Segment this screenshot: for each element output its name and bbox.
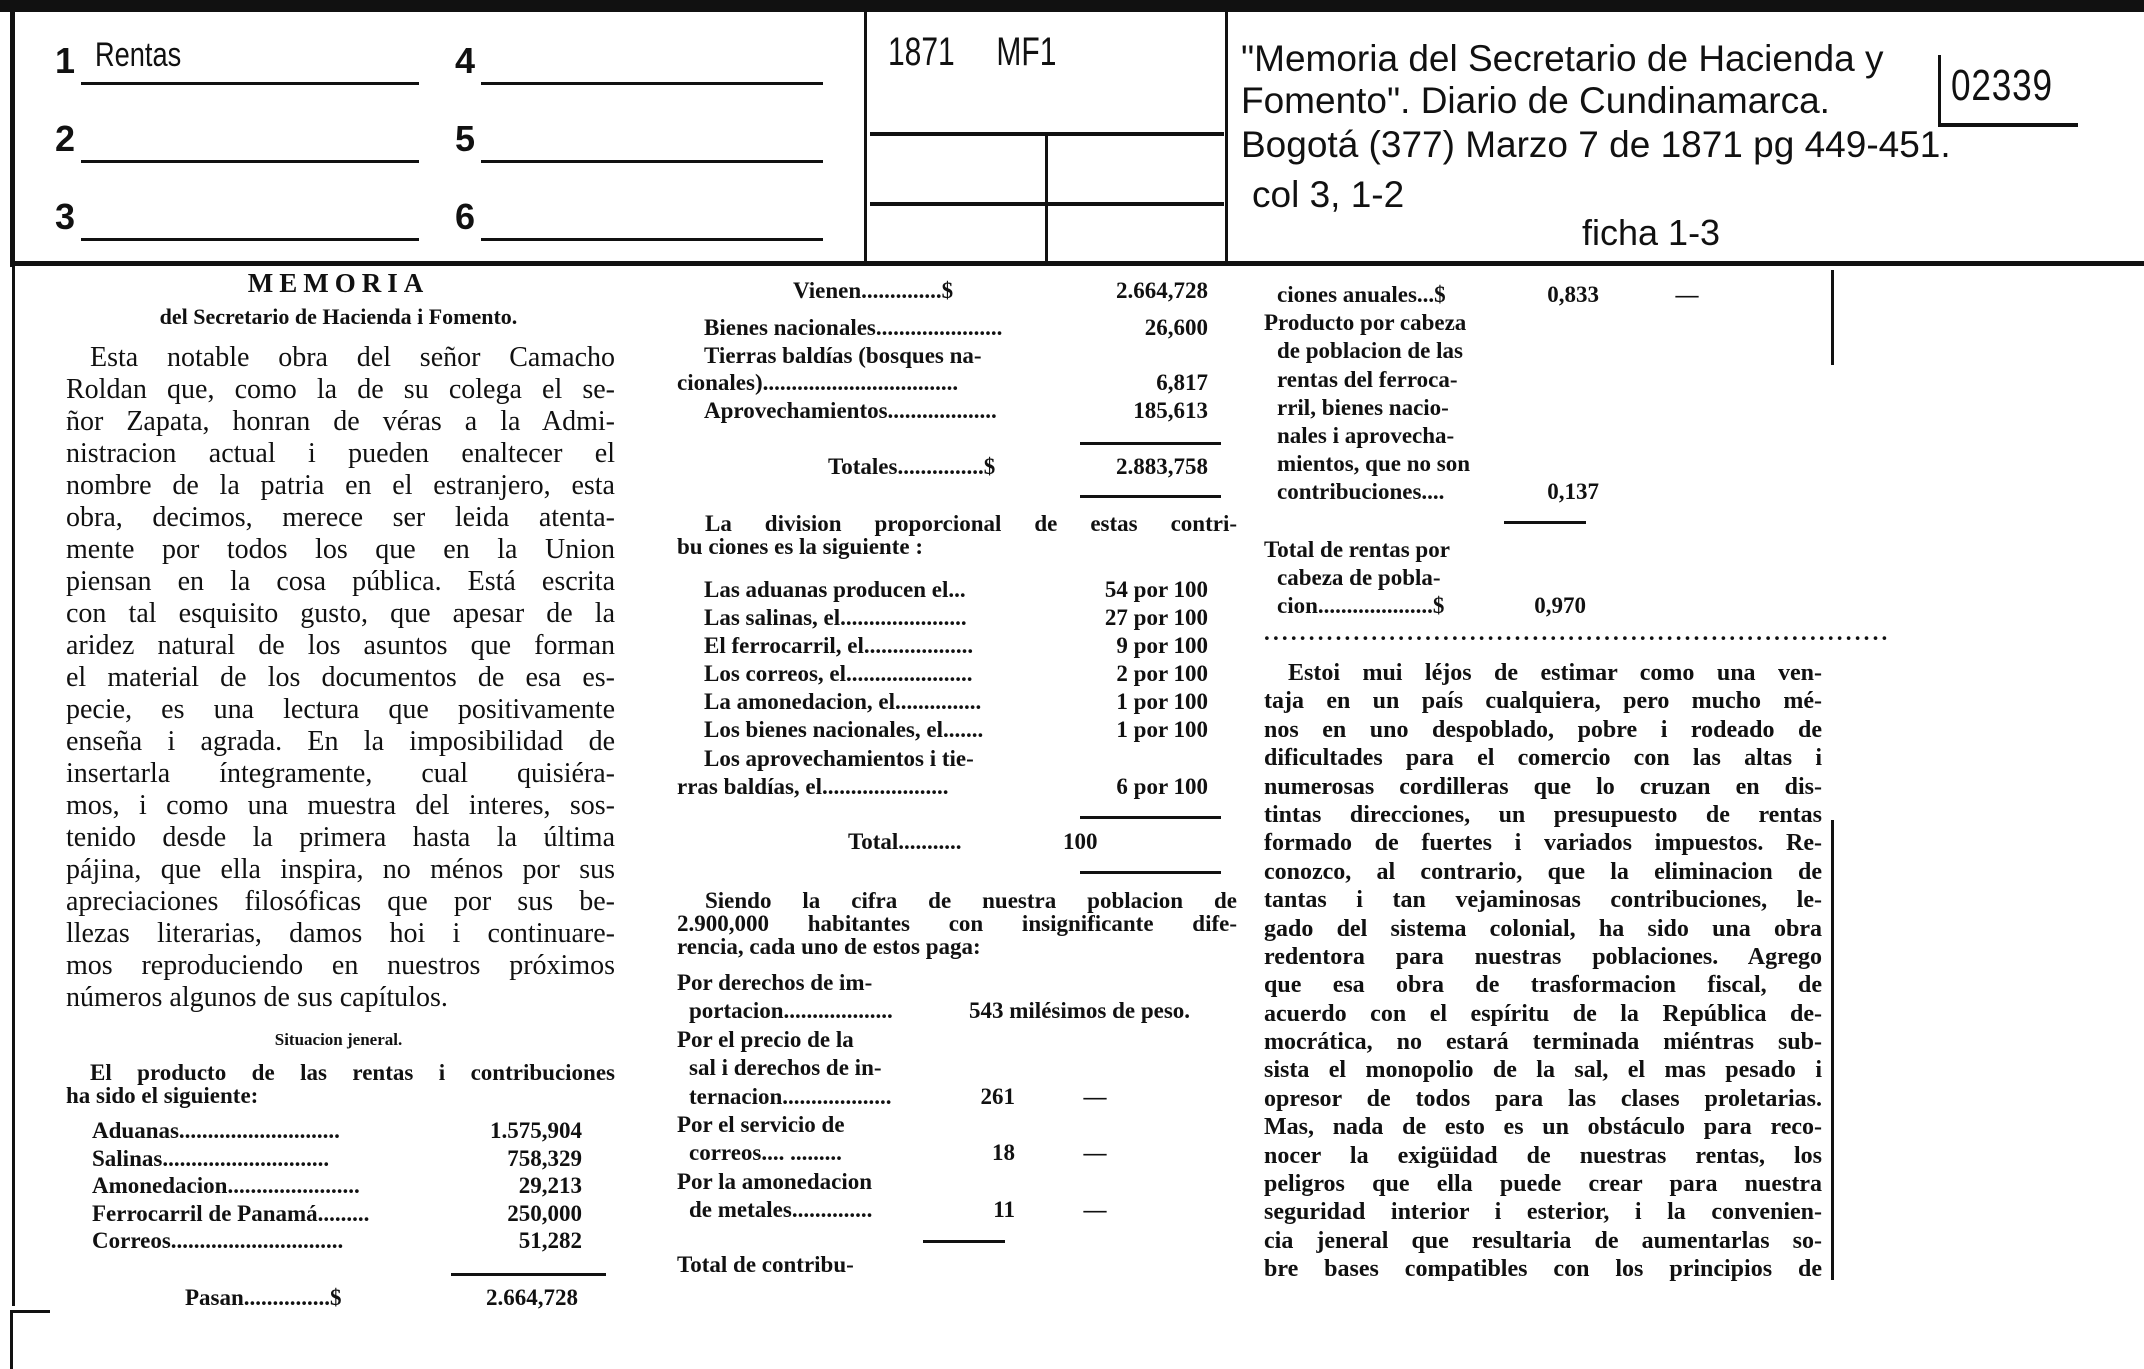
text-line: nombre de la patria en el estranjero, esta [66, 470, 615, 501]
table-row [1264, 281, 1724, 309]
row-label: portacion................... [689, 998, 893, 1024]
totals-rule-top [1080, 442, 1221, 445]
field-number: 4 [455, 40, 476, 81]
row-label: de metales.............. [689, 1197, 873, 1223]
text-line: nos en uno despoblado, pobre i rodeado de [1264, 716, 1822, 743]
header-divider-2 [1225, 10, 1228, 265]
row-label: mientos, que no son [1277, 451, 1470, 477]
table-row [677, 397, 1208, 425]
dotted-separator: ...................................................................... [1264, 620, 1891, 645]
text-line: tenido desde la primera hasta la última [66, 822, 615, 853]
record-number: 02339 [1951, 61, 2053, 110]
row-value: 18 [992, 1140, 1015, 1166]
table-row [677, 1139, 1237, 1167]
citation-line: Fomento". Diario de Cundinamarca. [1241, 80, 1830, 121]
row-dash [1657, 478, 1717, 506]
row-value [1517, 422, 1599, 450]
text-line: mos, i como una muestra del interes, sos- [66, 790, 615, 821]
table-row [848, 828, 1148, 856]
text-line: tantas i tan vejaminosas contribuciones, le- [1264, 887, 1822, 914]
field-number: 5 [455, 118, 476, 159]
row-label: Aprovechamientos................... [704, 397, 997, 423]
row-value: 11 [993, 1197, 1015, 1223]
row-label: La amonedacion, el............... [704, 689, 982, 715]
field-underline [81, 238, 419, 241]
header-divider-1 [864, 10, 867, 265]
table-row [1264, 309, 1724, 337]
row-dash [1657, 394, 1717, 422]
division-rule-top [1080, 816, 1221, 819]
record-number-box [1938, 55, 2078, 127]
sum-rule [451, 1273, 606, 1276]
revenue-intro [66, 1059, 615, 1109]
row-value: 0,970 [1534, 593, 1586, 618]
header-bottom-border [10, 261, 2144, 266]
row-value [957, 1026, 1003, 1054]
table-row [677, 1168, 1237, 1196]
revenue-table [92, 1117, 582, 1255]
row-label: Bienes nacionales...................... [704, 315, 1003, 340]
row-value: 261 [980, 1083, 1015, 1109]
field-number: 3 [55, 196, 76, 237]
row-value: 2.664,728 [486, 1285, 578, 1310]
row-label: Las aduanas producen el... [704, 577, 966, 602]
total-per-capita [1264, 536, 1586, 620]
row-label: ternacion................... [689, 1083, 892, 1109]
row-label: Los correos, el...................... [704, 661, 973, 687]
bottom-left-bracket-v [10, 1310, 13, 1369]
table-row [92, 1172, 582, 1200]
text-line: nistracion actual i pueden enaltecer el [66, 438, 615, 469]
table-row [677, 773, 1208, 801]
field-underline [81, 82, 419, 85]
text-line: opresor de todos para las clases proletarias. [1264, 1085, 1822, 1112]
row-value: 29,213 [518, 1173, 582, 1198]
row-dash [1053, 969, 1113, 997]
row-value: 758,329 [507, 1145, 582, 1171]
row-label: correos.... ......... [689, 1140, 842, 1166]
top-border [0, 0, 2144, 12]
row-dash [1657, 366, 1717, 394]
table-row [1264, 337, 1724, 365]
text-line: el material de los documentos de esa es- [66, 662, 615, 693]
row-dash [1644, 309, 1704, 337]
row-label: Aduanas............................ [92, 1118, 340, 1143]
citation-line: col 3, 1-2 [1252, 174, 1405, 215]
table-row [677, 688, 1208, 716]
text-line: números algunos de sus capítulos. [66, 982, 448, 1013]
row-value: 2.883,758 [1116, 454, 1208, 479]
text-line: llezas literarias, damos hoi i continuare- [66, 918, 615, 949]
table-row [793, 277, 1208, 305]
table-row [185, 1284, 578, 1312]
brought-row [793, 277, 1208, 305]
row-value: 51,282 [518, 1228, 582, 1253]
table-row [677, 1111, 1237, 1139]
table-row [677, 576, 1208, 604]
text-line: tintas direcciones, un presupuesto de rentas [1264, 801, 1822, 828]
row-dash: — [1083, 1197, 1107, 1223]
table-row [677, 1196, 1237, 1224]
table-row [1264, 450, 1724, 478]
row-value: 543 milésimos de peso. [969, 998, 1191, 1024]
per-capita-table [677, 969, 1237, 1225]
row-value: 185,613 [1133, 397, 1208, 423]
section-heading: Situacion jeneral. [274, 1030, 403, 1049]
per-capita-continued [1264, 281, 1724, 507]
row-label: rril, bienes nacio- [1277, 394, 1449, 420]
table-row [1264, 478, 1724, 506]
row-label: contribuciones.... [1277, 479, 1445, 505]
table-row [677, 314, 1208, 342]
table-row [677, 1054, 1237, 1082]
right-margin-rule-top [1831, 270, 1834, 365]
row-label: Por el servicio de [677, 1112, 845, 1138]
row-label: rras baldías, el...................... [677, 773, 949, 799]
totals-row [828, 453, 1208, 481]
table-row [1264, 394, 1724, 422]
row-label: rentas del ferroca- [1277, 366, 1458, 392]
row-label: ciones anuales...$ [1277, 282, 1446, 307]
text-line: enseña i agrada. En la imposibilidad de [66, 726, 615, 757]
table-row [677, 716, 1208, 744]
row-dash: — [1675, 282, 1699, 307]
row-value: 1 por 100 [1116, 689, 1208, 715]
row-value: 6,817 [1156, 370, 1208, 395]
text-line: con tal esquisito gusto, que apesar de la [66, 598, 615, 629]
field-number: 2 [55, 118, 76, 159]
division-intro [677, 509, 1237, 561]
table-row [677, 342, 1208, 370]
text-line: taja en un país cualquiera, pero mucho mé- [1264, 688, 1822, 715]
text-line: ñor Zapata, honran de véras a la Admi- [66, 406, 615, 437]
table-row [677, 969, 1237, 997]
left-border [10, 0, 15, 267]
row-label: Producto por cabeza [1264, 310, 1467, 336]
division-rule-bottom [1080, 871, 1221, 874]
table-row [1264, 366, 1724, 394]
table-row [677, 1026, 1237, 1054]
text-line: sista el monopolio de la sal, el mas pesado i [1264, 1057, 1822, 1084]
text-line: formado de fuertes i variados impuestos. Re- [1264, 830, 1822, 857]
text-line: Esta notable obra del señor Camacho [90, 342, 615, 373]
catalog-code: 1871 MF1 [888, 30, 1057, 74]
row-value [969, 1054, 1015, 1082]
table-row [1264, 422, 1724, 450]
row-label: Tierras baldías (bosques na- [704, 342, 982, 368]
row-label: Salinas............................. [92, 1145, 330, 1171]
text-line: mocrática, no estará terminada miéntras sub- [1264, 1029, 1822, 1056]
row-label: Amonedacion....................... [92, 1173, 360, 1198]
row-value [1517, 337, 1599, 365]
text-line: El producto de las rentas i contribuciones [90, 1060, 615, 1085]
bottom-left-bracket [10, 1310, 50, 1313]
text-line: dificultades para el comercio con las altas i [1264, 745, 1822, 772]
row-value: 1.575,904 [490, 1118, 582, 1143]
row-value [1517, 394, 1599, 422]
row-value: 9 por 100 [1116, 633, 1208, 659]
code-box-vline [1045, 136, 1048, 262]
text-line: numerosas cordilleras que lo cruzan en dis- [1264, 773, 1822, 800]
row-value: 27 por 100 [1104, 605, 1208, 631]
row-value [957, 1111, 1003, 1139]
row-value: 2.664,728 [1116, 278, 1208, 303]
text-line: redentora para nuestras poblaciones. Agrego [1264, 943, 1822, 970]
row-label: Los bienes nacionales, el....... [704, 717, 984, 743]
table-row [92, 1200, 582, 1228]
text-line: cia jeneral que resultaria de aumentarlas so- [1264, 1227, 1822, 1254]
population-intro [677, 887, 1237, 960]
text-line: insertarla íntegramente, cual quisiéra- [66, 758, 615, 789]
row-value [1517, 366, 1599, 394]
table-row [828, 453, 1208, 481]
row-label: Ferrocarril de Panamá......... [92, 1200, 370, 1226]
row-label: Totales...............$ [828, 454, 996, 479]
text-line: bu ciones es la siguiente : [677, 534, 923, 559]
row-value: 6 por 100 [1116, 773, 1208, 799]
row-dash [1053, 1168, 1113, 1196]
text-line: gado del sistema colonial, ha sido una obra [1264, 915, 1822, 942]
table-row [1264, 536, 1586, 564]
row-label: sal i derechos de in- [689, 1055, 882, 1081]
text-line: La division proporcional de estas contri- [705, 511, 1237, 536]
row-label: Pasan...............$ [185, 1285, 342, 1310]
row-label: Vienen..............$ [793, 278, 954, 303]
row-label: cion....................$ [1277, 593, 1445, 618]
row-label: Total........... [848, 829, 962, 854]
per-capita-total-rule [1504, 521, 1586, 524]
row-label: Por la amonedacion [677, 1168, 873, 1194]
text-line: conozco, al contrario, que la eliminacion de [1264, 858, 1822, 885]
code-box-line-2 [870, 202, 1224, 206]
row-value [1504, 309, 1586, 337]
field-underline [481, 238, 823, 241]
text-line: que esa obra de trasformacion fiscal, de [1264, 972, 1822, 999]
intro-paragraph [66, 342, 615, 1014]
row-value: 2 por 100 [1116, 661, 1208, 687]
text-line: 2.900,000 habitantes con insignificante dife- [677, 911, 1237, 936]
revenue-table-continued [677, 314, 1208, 424]
right-margin-rule-bottom [1831, 820, 1834, 1280]
row-value [1517, 450, 1599, 478]
text-line: rencia, cada uno de estos paga: [677, 934, 981, 959]
row-label: de poblacion de las [1277, 338, 1463, 364]
carry-row [185, 1284, 578, 1312]
text-line: ha sido el siguiente: [66, 1083, 259, 1108]
text-line: Mas, nada de esto es un obstáculo para reco- [1264, 1114, 1822, 1141]
citation-line: Bogotá (377) Marzo 7 de 1871 pg 449-451. [1241, 124, 1951, 165]
field-number: 1 [55, 40, 76, 81]
article-title: MEMORIA [247, 268, 430, 298]
row-value: 54 por 100 [1104, 577, 1208, 602]
row-value: 100 [1063, 829, 1098, 854]
row-label: Total de rentas por [1264, 537, 1450, 562]
text-line: peligros que ella puede crear para nuestra [1264, 1171, 1822, 1198]
row-value: 0,137 [1547, 479, 1599, 505]
citation-line: "Memoria del Secretario de Hacienda y [1241, 38, 1884, 79]
row-dash: — [1083, 1140, 1107, 1166]
row-dash [1053, 1026, 1113, 1054]
row-label: nales i aprovecha- [1277, 423, 1455, 449]
text-line: mos reproduciendo en nuestros próximos [66, 950, 615, 981]
field-value: Rentas [95, 36, 182, 74]
row-dash [1657, 450, 1717, 478]
table-row [677, 1083, 1237, 1111]
text-line: bre bases compatibles con los principios de [1264, 1256, 1822, 1283]
per-capita-tail: Total de contribu- [677, 1252, 854, 1277]
text-line: obra, decimos, merece ser leida atenta- [66, 502, 615, 533]
division-table [677, 576, 1208, 801]
table-row [677, 660, 1208, 688]
row-label: Los aprovechamientos i tie- [704, 745, 974, 771]
table-row [677, 369, 1208, 397]
row-label: cionales).................................. [677, 370, 959, 395]
field-number: 6 [455, 196, 476, 237]
table-row [92, 1117, 582, 1145]
row-dash [1657, 422, 1717, 450]
text-line: pájina, que ella inspira, no ménos por sus [66, 854, 615, 885]
row-value: 250,000 [507, 1200, 582, 1226]
text-line: apreciaciones filosóficas que por sus be- [66, 886, 615, 917]
row-dash [1065, 1054, 1125, 1082]
field-underline [481, 82, 823, 85]
field-underline [481, 160, 823, 163]
text-line: acuerdo con el espíritu de la República de- [1264, 1000, 1822, 1027]
row-label: Por el precio de la [677, 1026, 854, 1052]
text-line: piensan en la cosa pública. Está escrita [66, 566, 615, 597]
table-row [677, 997, 1237, 1025]
text-line: Estoi mui léjos de estimar como una ven- [1288, 660, 1822, 686]
totals-rule-bottom [1080, 495, 1221, 498]
field-underline [81, 160, 419, 163]
table-row [677, 632, 1208, 660]
row-value [957, 1168, 1003, 1196]
row-dash [1657, 337, 1717, 365]
left-margin-rule [12, 266, 15, 1306]
table-row [677, 745, 1208, 773]
row-label: Las salinas, el...................... [704, 605, 967, 631]
row-value: 26,600 [1144, 315, 1208, 340]
row-label: Correos.............................. [92, 1228, 344, 1253]
division-total-row [848, 828, 1148, 856]
row-label: El ferrocarril, el................... [704, 633, 974, 659]
commentary-paragraph [1264, 659, 1822, 1284]
row-label: Por derechos de im- [677, 970, 873, 995]
ficha-label: ficha 1-3 [1582, 212, 1721, 253]
row-value: 0,833 [1547, 282, 1599, 307]
table-row [677, 604, 1208, 632]
text-line: Roldan que, como la de su colega el se- [66, 374, 615, 405]
table-row [92, 1145, 582, 1173]
text-line: nocer la exigüidad de nuestras rentas, los [1264, 1142, 1822, 1169]
table-row [92, 1227, 582, 1255]
text-line: aridez natural de los asuntos que forman [66, 630, 615, 661]
row-label: cabeza de pobla- [1277, 565, 1441, 590]
per-capita-rule [923, 1240, 1005, 1243]
table-row [1264, 592, 1586, 620]
text-line: seguridad interior i esterior, i la convenien- [1264, 1199, 1822, 1226]
table-row [1264, 564, 1586, 592]
article-subtitle: del Secretario de Hacienda i Fomento. [159, 304, 518, 329]
text-line: Siendo la cifra de nuestra poblacion de [705, 888, 1237, 913]
row-dash: — [1083, 1083, 1107, 1109]
row-value: 1 por 100 [1116, 717, 1208, 743]
row-value [957, 969, 1003, 997]
text-line: mente por todos los que en la Union [66, 534, 615, 565]
row-dash [1053, 1111, 1113, 1139]
text-line: pecie, es una lectura que positivamente [66, 694, 615, 725]
